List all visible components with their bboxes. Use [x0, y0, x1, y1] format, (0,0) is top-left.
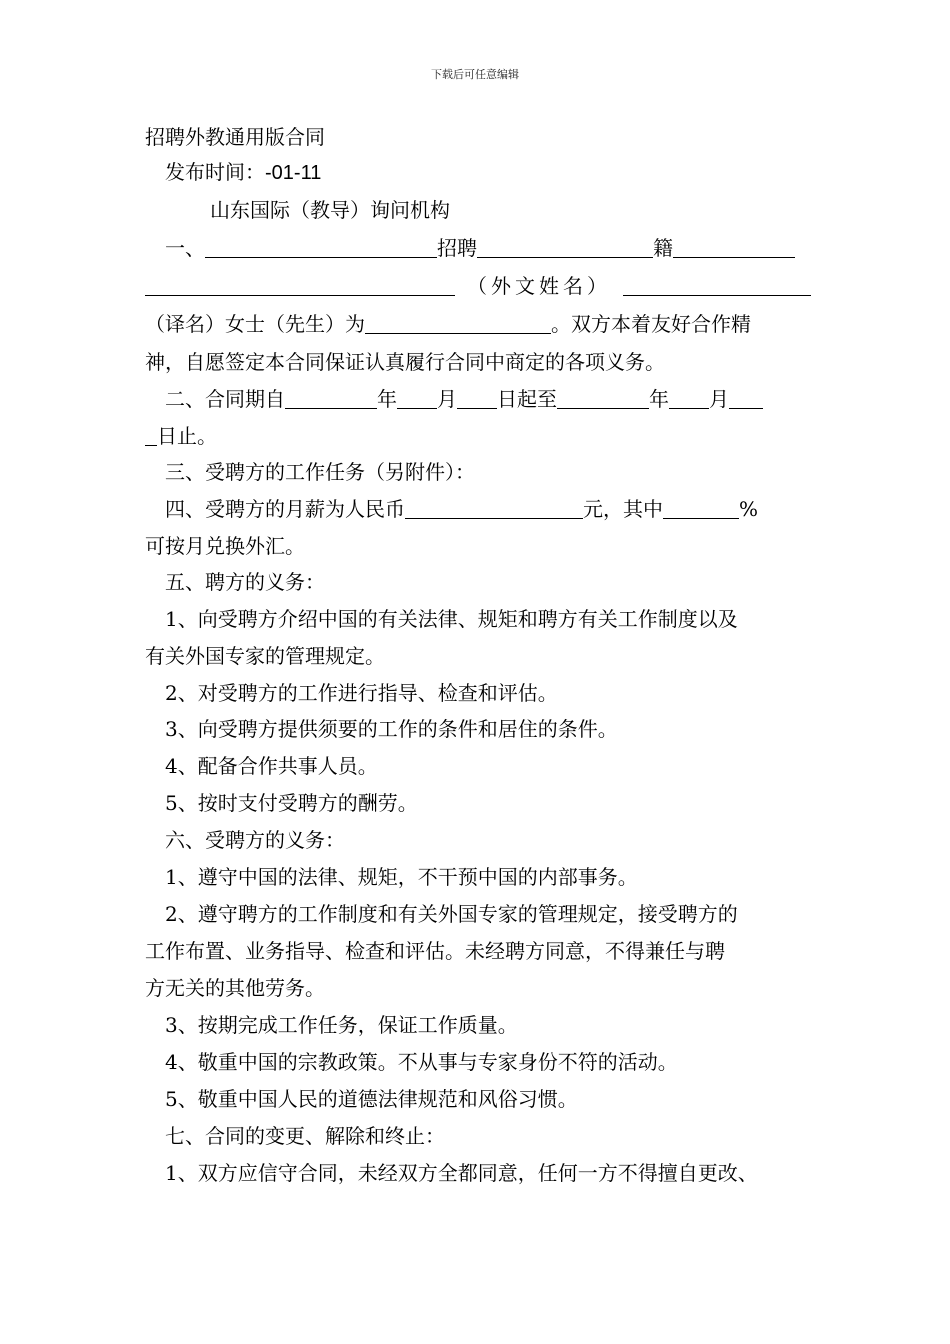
clause-5-item-1-cont: 有关外国专家的管理规定。 [145, 644, 385, 668]
contract-period-label: 二、合同期自 [165, 387, 285, 411]
clause-4-line-1 [165, 499, 758, 519]
translated-name-blank [623, 277, 811, 296]
end-day-label: 日止。 [157, 424, 217, 448]
percent-blank [663, 500, 739, 519]
salary-blank [405, 500, 583, 519]
start-day-blank [457, 390, 497, 409]
end-month-blank [669, 390, 709, 409]
clause-7-title: 七、合同的变更、解除和终止： [165, 1124, 445, 1148]
clause-5-item-1: 1、向受聘方介绍中国的有关法律、规矩和聘方有关工作制度以及 [165, 607, 738, 631]
year-label: 年 [377, 387, 397, 411]
year-label-2: 年 [649, 387, 669, 411]
clause-6-item-3: 3、按期完成工作任务，保证工作质量。 [165, 1013, 518, 1037]
percent-sign: % [739, 497, 759, 521]
clause-1-line-2 [145, 276, 811, 296]
start-month-blank [397, 390, 437, 409]
clause-6-title: 六、受聘方的义务： [165, 828, 345, 852]
clause-6-item-2: 2、遵守聘方的工作制度和有关外国专家的管理规定，接受聘方的 [165, 902, 738, 926]
clause-3: 三、受聘方的工作任务（另附件）： [165, 460, 475, 484]
end-day-blank [729, 390, 763, 409]
organization-name: 山东国际（教导）询问机构 [210, 198, 450, 222]
publish-date: -01-11 [265, 162, 322, 184]
clause-5-item-5: 5、按时支付受聘方的酬劳。 [165, 791, 418, 815]
clause-5-title: 五、聘方的义务： [165, 570, 325, 594]
employer-blank [205, 239, 437, 258]
nationality-blank-2 [673, 239, 795, 258]
clause-5-item-3: 3、向受聘方提供须要的工作的条件和居住的条件。 [165, 717, 618, 741]
month-label: 月 [437, 387, 457, 411]
clause-2-line-2 [145, 426, 217, 446]
publish-label: 发布时间： [165, 160, 265, 184]
document-title: 招聘外教通用版合同 [145, 125, 325, 149]
clause-6-item-5: 5、敬重中国人民的道德法律规范和风俗习惯。 [165, 1087, 578, 1111]
clause-1-line-3 [145, 314, 751, 334]
salary-label: 四、受聘方的月薪为人民币 [165, 497, 405, 521]
position-blank [365, 315, 551, 334]
clause-6-item-2-cont-2: 方无关的其他劳务。 [145, 976, 325, 1000]
clause-1-line-4: 神，自愿签定本合同保证认真履行合同中商定的各项义务。 [145, 350, 665, 374]
day-from-label: 日起至 [497, 387, 557, 411]
clause-1-number: 一、 [165, 236, 205, 260]
foreign-name-label: （外文姓名） [467, 274, 611, 298]
translated-name-label: （译名）女士（先生）为 [145, 312, 365, 336]
end-day-blank-cont [145, 427, 157, 446]
publish-line [165, 162, 321, 183]
clause-6-item-2-cont-1: 工作布置、业务指导、检查和评估。未经聘方同意，不得兼任与聘 [145, 939, 725, 963]
clause-7-item-1: 1、双方应信守合同，未经双方全都同意，任何一方不得擅自更改、 [165, 1161, 758, 1185]
clause-1-tail: 。双方本着友好合作精 [551, 312, 751, 336]
clause-6-item-4: 4、敬重中国的宗教政策。不从事与专家身份不符的活动。 [165, 1050, 678, 1074]
clause-4-line-2: 可按月兑换外汇。 [145, 534, 305, 558]
clause-1-line-1 [165, 238, 795, 258]
page-header: 下载后可任意编辑 [431, 68, 519, 81]
clause-5-item-2: 2、对受聘方的工作进行指导、检查和评估。 [165, 681, 558, 705]
yuan-label: 元，其中 [583, 497, 663, 521]
clause-6-item-1: 1、遵守中国的法律、规矩，不干预中国的内部事务。 [165, 865, 638, 889]
start-year-blank [285, 390, 377, 409]
nationality-label: 籍 [653, 236, 673, 260]
end-year-blank [557, 390, 649, 409]
clause-2-line-1 [165, 389, 763, 409]
clause-5-item-4: 4、配备合作共事人员。 [165, 754, 378, 778]
month-label-2: 月 [709, 387, 729, 411]
recruit-label: 招聘 [437, 236, 477, 260]
foreign-name-blank [145, 277, 455, 296]
nationality-blank [477, 239, 653, 258]
